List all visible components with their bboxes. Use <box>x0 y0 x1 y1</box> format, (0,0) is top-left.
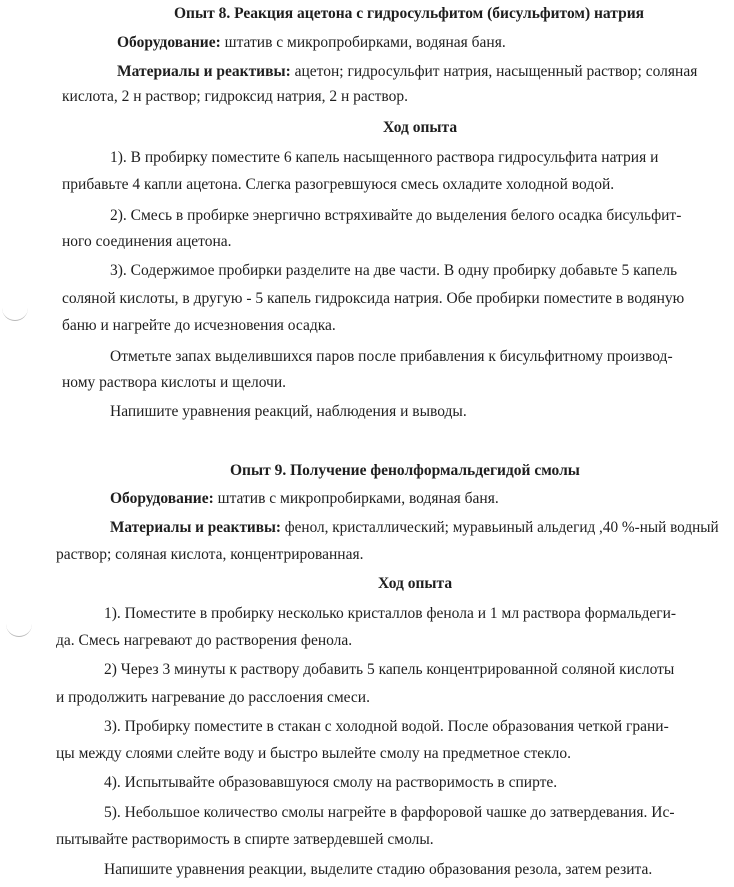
exp9-step3-line2: цы между слоями слейте воду и быстро вылейте смолу на предметное стекло. <box>56 745 571 762</box>
exp9-procedure-heading: Ход опыта <box>378 575 453 592</box>
exp9-step3-line1: 3). Пробирку поместите в стакан с холодной водой. После образования четкой грани- <box>104 718 669 735</box>
exp8-materials-line2: кислота, 2 н раствор; гидроксид натрия, 2 н раствор. <box>62 88 408 105</box>
exp8-final: Напишите уравнения реакций, наблюдения и выводы. <box>110 403 467 420</box>
exp9-equipment <box>110 489 499 509</box>
exp8-equipment-text: штатив с микропробирками, водяная баня. <box>220 34 506 51</box>
exp8-step1-line2: прибавьте 4 капли ацетона. Слегка разогревшуюся смесь охладите холодной водой. <box>62 176 615 193</box>
exp8-materials-label: Материалы и реактивы: <box>117 63 291 80</box>
exp8-procedure-heading: Ход опыта <box>383 119 458 136</box>
exp8-note-line1: Отметьте запах выделившихся паров после прибавления к бисульфитному производ- <box>110 348 673 365</box>
exp9-step5-line1: 5). Небольшое количество смолы нагрейте в фарфоровой чашке до затвердевания. Ис- <box>104 804 675 821</box>
exp9-step5-line2: пытывайте растворимость в спирте затвердевшей смолы. <box>56 831 434 848</box>
punch-hole-mark-top <box>2 306 28 321</box>
exp8-step2-line2: ного соединения ацетона. <box>62 233 232 250</box>
exp9-materials-label: Материалы и реактивы: <box>110 519 281 536</box>
exp9-step1-line1: 1). Поместите в пробирку несколько кристаллов фенола и 1 мл раствора формальдеги- <box>104 605 677 622</box>
exp9-step4: 4). Испытывайте образовавшуюся смолу на растворимость в спирте. <box>104 774 558 791</box>
exp9-equipment-text: штатив с микропробирками, водяная баня. <box>213 490 499 507</box>
exp8-step1-line1: 1). В пробирку поместите 6 капель насыщенного раствора гидросульфита натрия и <box>110 149 659 166</box>
exp8-materials <box>117 62 697 82</box>
exp8-step3-line2: соляной кислоты, в другую - 5 капель гидроксида натрия. Обе пробирки поместите в водяную <box>62 290 685 307</box>
exp8-step3-line1: 3). Содержимое пробирки разделите на две части. В одну пробирку добавьте 5 капель <box>110 262 678 279</box>
exp8-step3-line3: баню и нагрейте до исчезновения осадка. <box>62 317 336 334</box>
exp8-equipment-label: Оборудование: <box>117 34 221 51</box>
punch-hole-mark-bottom <box>6 622 32 637</box>
exp9-materials <box>110 518 719 538</box>
exp9-step2-line2: и продолжить нагревание до расслоения смеси. <box>56 689 370 706</box>
exp9-equipment-label: Оборудование: <box>110 490 214 507</box>
exp9-step1-line2: да. Смесь нагревают до растворения фенола. <box>56 632 353 649</box>
exp8-title: Опыт 8. Реакция ацетона с гидросульфитом (бисульфитом) натрия <box>174 5 645 22</box>
exp9-final: Напишите уравнения реакции, выделите стадию образования резола, затем резита. <box>104 861 653 878</box>
exp9-materials-text-1: фенол, кристаллический; муравьиный альдегид ,40 %-ный водный <box>280 519 719 536</box>
exp9-title: Опыт 9. Получение фенолформальдегидой смолы <box>230 462 580 479</box>
exp9-step2-line1: 2) Через 3 минуты к раствору добавить 5 капель концентрированной соляной кислоты <box>104 661 675 678</box>
exp8-note-line2: ному раствора кислоты и щелочи. <box>62 374 287 391</box>
exp8-equipment <box>117 33 506 53</box>
exp8-materials-text-1: ацетон; гидросульфит натрия, насыщенный раствор; соляная <box>290 63 698 80</box>
exp8-step2-line1: 2). Смесь в пробирке энергично встряхивайте до выделения белого осадка бисульфит- <box>110 207 682 224</box>
exp9-materials-line2: раствор; соляная кислота, концентрированная. <box>56 546 364 563</box>
